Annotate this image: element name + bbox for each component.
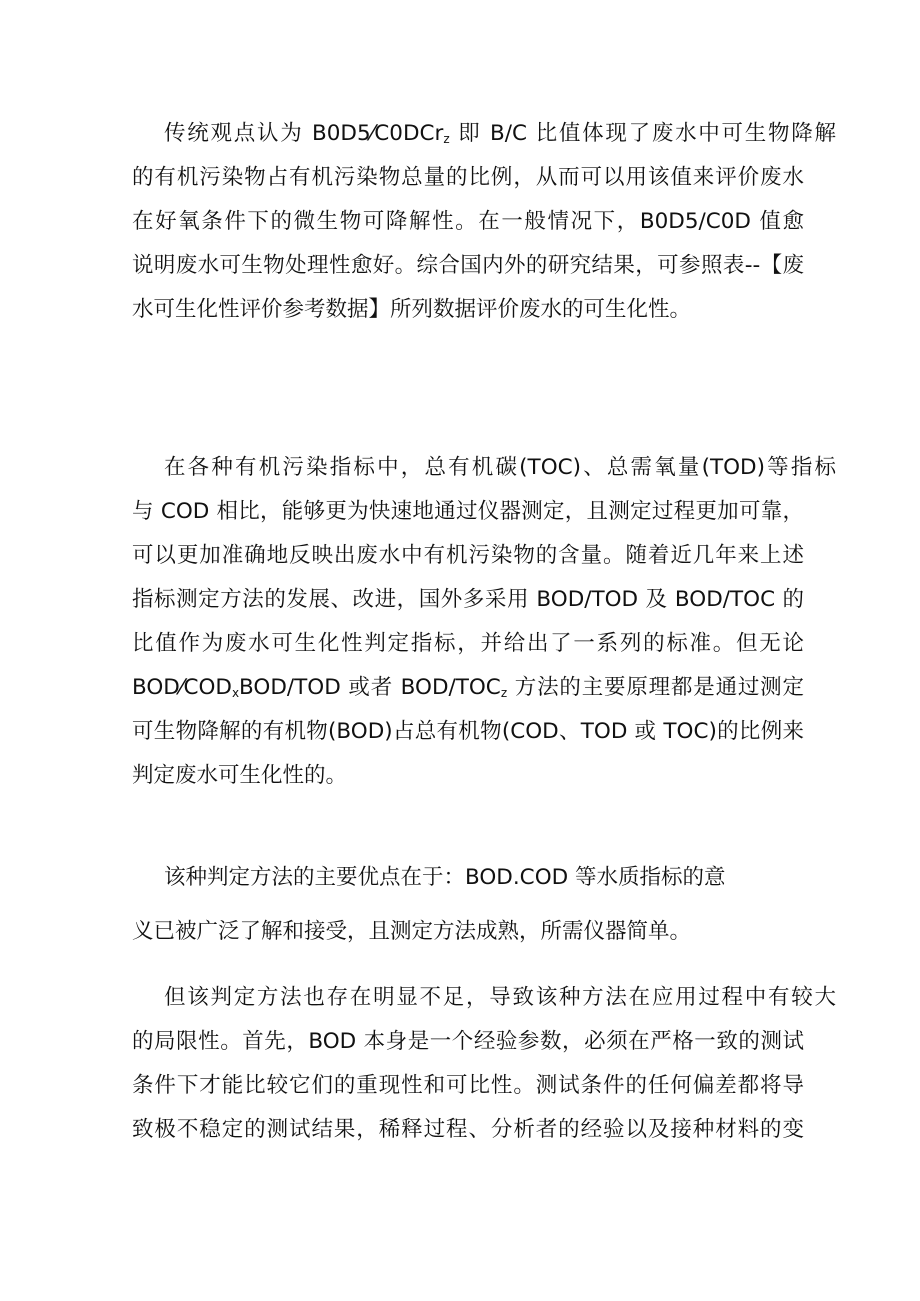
text-line: 说明废水可生物处理性愈好。综合国内外的研究结果，可参照表--【废 [132,253,804,278]
subscript: x [231,686,240,700]
text-line: 但该判定方法也存在明显不足，导致该种方法在应用过程中有较大 [164,985,836,1010]
text-line: 义已被广泛了解和接受，且测定方法成熟，所需仪器简单。 [132,919,692,944]
text-line: 致极不稳定的测试结果，稀释过程、分析者的经验以及接种材料的变 [132,1117,804,1142]
subscript: z [500,686,508,700]
text-line: 可生物降解的有机物(BOD)占总有机物(COD、TOD 或 TOC)的比例来 [132,719,804,744]
text-line: 指标测定方法的发展、改进，国外多采用 BOD/TOD 及 BOD/TOC 的 [132,587,804,612]
text-line: 的有机污染物占有机污染物总量的比例，从而可以用该值来评价废水 [132,165,804,190]
text-line: 可以更加准确地反映出废水中有机污染物的含量。随着近几年来上述 [132,543,804,568]
paragraph-bc-ratio [132,112,836,332]
text-line: 与 COD 相比，能够更为快速地通过仪器测定，且测定过程更加可靠， [132,499,804,524]
text-run: 即 B/C 比值体现了废水中可生物降解 [449,121,836,146]
text-line: 水可生化性评价参考数据】所列数据评价废水的可生化性。 [132,297,692,322]
paragraph-organic-indicators [132,446,836,798]
paragraph-limitations [132,976,836,1152]
text-line: 在好氧条件下的微生物可降解性。在一般情况下，B0D5/C0D 值愈 [132,209,804,234]
text-line: 条件下才能比较它们的重现性和可比性。测试条件的任何偏差都将导 [132,1073,804,1098]
paragraph-advantages [132,856,804,954]
text-line: 的局限性。首先，BOD 本身是一个经验参数，必须在严格一致的测试 [132,1029,804,1054]
text-line: 在各种有机污染指标中，总有机碳(TOC)、总需氧量(TOD)等指标 [164,455,836,480]
text-line [132,112,836,156]
text-run: 传统观点认为 B0D5⁄C0DCr [164,121,444,146]
text-line: 判定废水可生化性的。 [132,763,348,788]
subscript: z [443,132,450,146]
text-line: 比值作为废水可生化性判定指标，并给出了一系列的标准。但无论 [132,631,804,656]
text-run: 方法的主要原理都是通过测定 [507,675,804,700]
text-line [132,666,804,710]
text-line: 该种判定方法的主要优点在于：BOD.COD 等水质指标的意 [164,865,726,890]
text-run: BOD⁄COD [132,675,232,700]
text-run: BOD/TOD 或者 BOD/TOC [239,675,501,700]
